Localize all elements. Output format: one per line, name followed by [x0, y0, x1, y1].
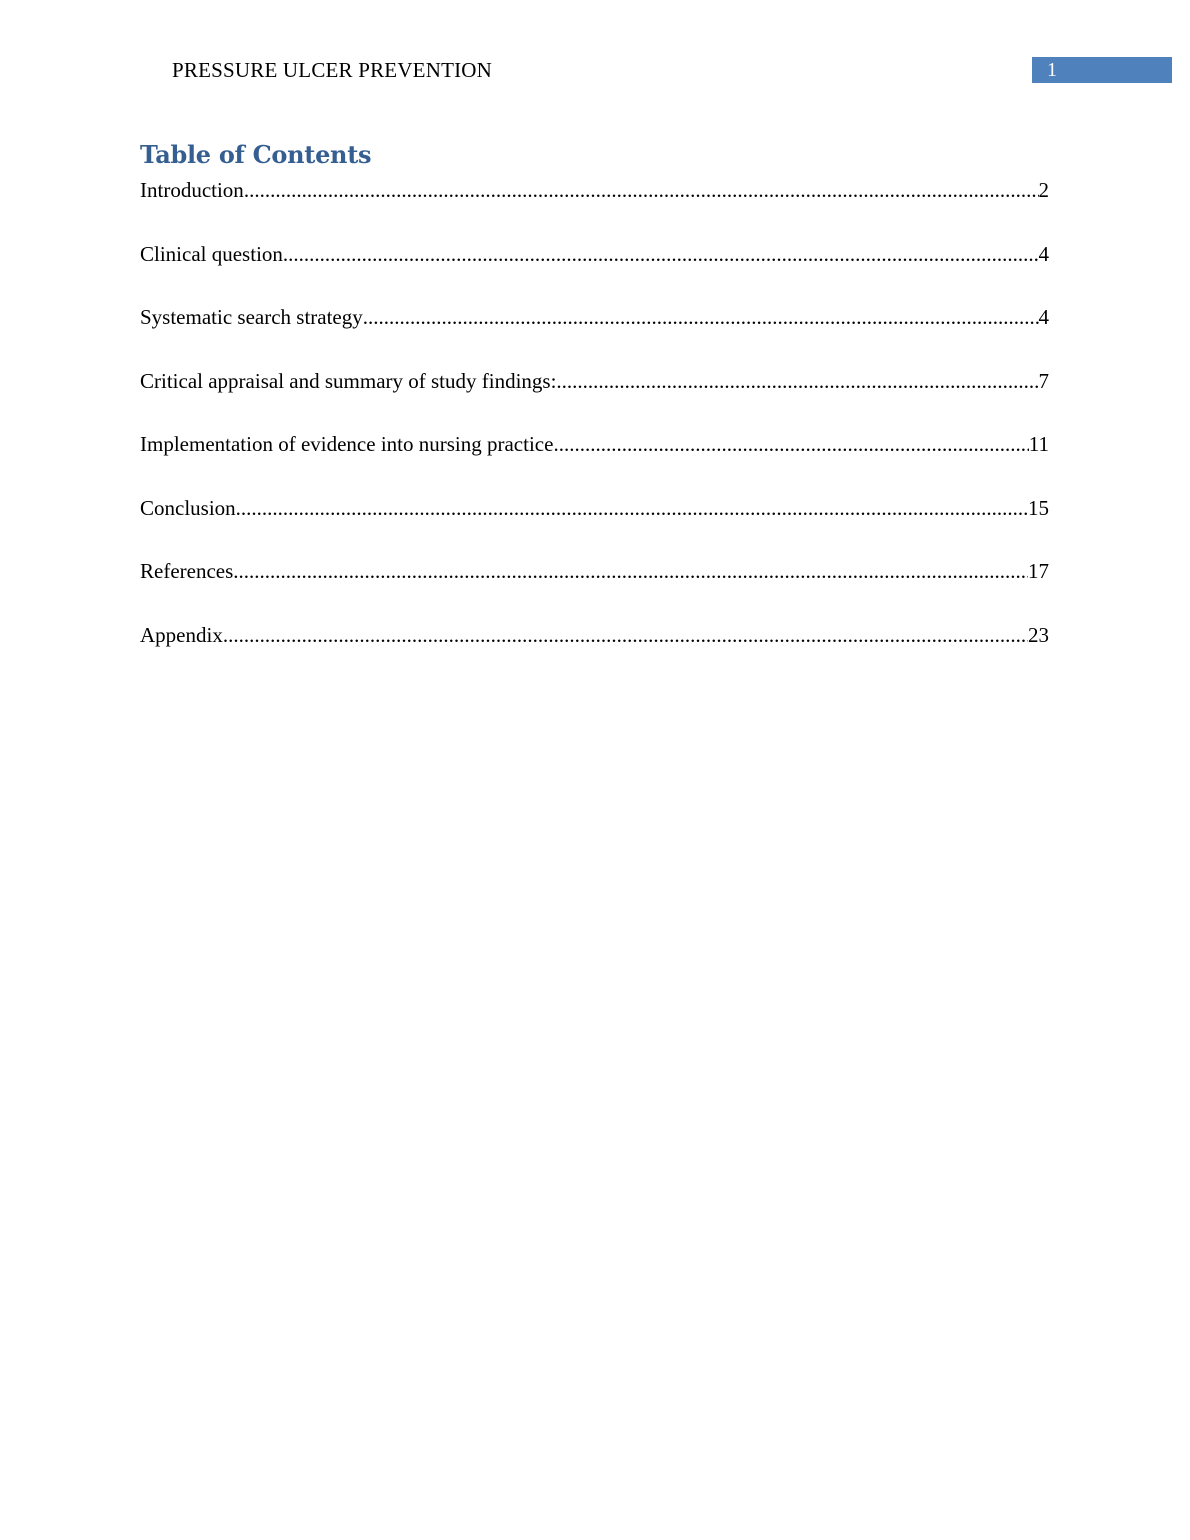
toc-dot-leader — [233, 557, 1028, 585]
toc-entry-page: 17 — [1028, 559, 1049, 583]
toc-entry-systematic-search-strategy[interactable] — [140, 303, 1049, 367]
toc-dot-leader — [236, 494, 1028, 522]
toc-entry-references[interactable] — [140, 557, 1049, 621]
toc-entry-page: 11 — [1028, 432, 1049, 456]
toc-entry-title: Appendix — [140, 622, 223, 647]
toc-entry-page: 15 — [1028, 495, 1049, 520]
toc-entry-title: Conclusion — [140, 495, 236, 520]
toc-entry-appendix[interactable] — [140, 621, 1049, 685]
toc-dot-leader — [283, 240, 1039, 268]
toc-dot-leader — [363, 303, 1039, 331]
toc-entry-page: 4 — [1038, 305, 1049, 329]
running-head: PRESSURE ULCER PREVENTION — [172, 58, 493, 82]
toc-entry-page: 2 — [1038, 178, 1049, 202]
toc-dot-leader — [556, 367, 1038, 395]
toc-entry-title: References — [140, 559, 234, 583]
toc-entry-implementation[interactable] — [140, 430, 1049, 494]
toc-dot-leader — [223, 621, 1028, 649]
toc-entry-critical-appraisal[interactable] — [140, 367, 1049, 431]
toc-entry-introduction[interactable] — [140, 176, 1049, 240]
toc-entry-page: 7 — [1038, 368, 1049, 393]
toc-entry-title: Introduction — [140, 178, 244, 202]
toc-entry-conclusion[interactable] — [140, 494, 1049, 558]
toc-entry-page: 23 — [1028, 622, 1049, 647]
toc-entry-clinical-question[interactable] — [140, 240, 1049, 304]
toc-entry-title: Clinical question — [140, 241, 283, 266]
toc-heading: Table of Contents — [140, 140, 372, 169]
toc-entry-title: Implementation of evidence into nursing practice — [140, 432, 554, 456]
toc-dot-leader — [244, 176, 1039, 204]
toc-entry-title: Systematic search strategy — [140, 305, 363, 329]
toc-entry-page: 4 — [1038, 241, 1049, 266]
table-of-contents — [140, 176, 1049, 684]
toc-dot-leader — [553, 430, 1028, 458]
page-number: 1 — [1032, 57, 1172, 83]
toc-entry-title: Critical appraisal and summary of study findings: — [140, 368, 557, 393]
